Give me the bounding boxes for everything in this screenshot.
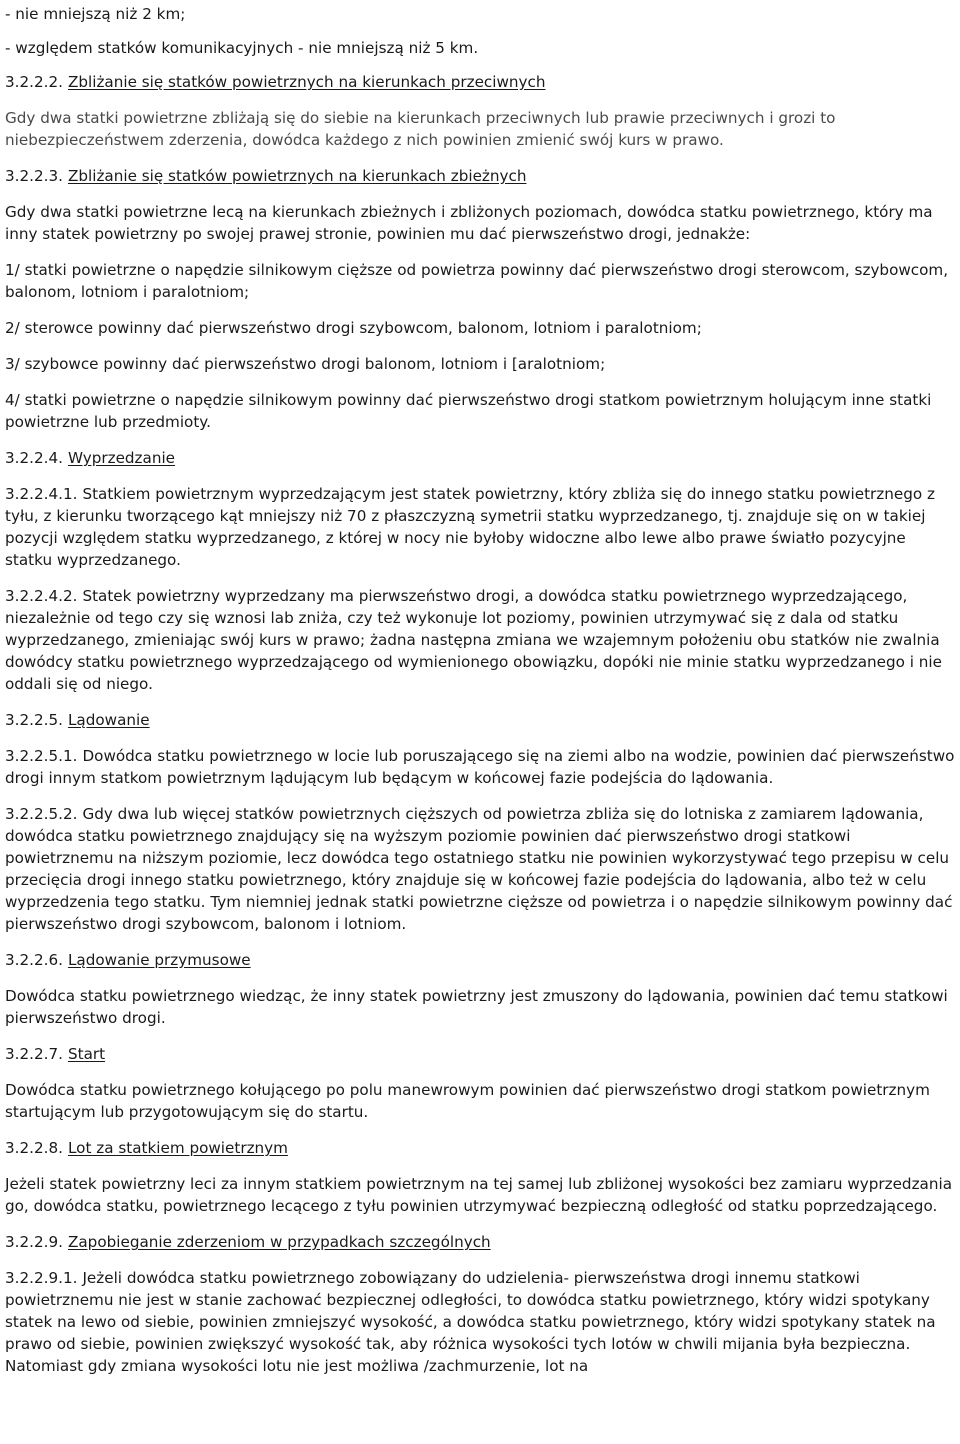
section-title: Lądowanie przymusowe (67, 951, 251, 969)
section-number: 3.2.2.4. (5, 449, 63, 467)
paragraph-text: Gdy dwa lub więcej statków powietrznych cięższych od powietrza zbliża się do lotniska z zamiarem lądowania, dowódca statku powietrznego znajdujący się na wyższym poziomie powinien dać pierwszeństwo drogi statkowi powietrznemu na niższym poziomie, lecz dowódca tego ostatniego statku nie powinien wykorzystywać tego przepisu w celu przecięcia drogi innego statku powietrznego, który znajduje się w końcowej fazie podejścia do lądowania, albo też w celu wyprzedzenia tego statku. Tym niemniej jednak statki powietrzne cięższe od powietrza i o napędzie silnikowym powinny dać pierwszeństwo drogi szybowcom, balonom i lotniom. (5, 805, 953, 933)
section-number: 3.2.2.8. (5, 1139, 63, 1157)
list-item (5, 37, 955, 59)
paragraph-text: - nie mniejszą niż 2 km; (5, 5, 186, 23)
section-heading (5, 949, 955, 971)
section-heading (5, 447, 955, 469)
paragraph (5, 483, 955, 571)
section-number: 3.2.2.5. (5, 711, 63, 729)
section-heading (5, 1137, 955, 1159)
paragraph-text: Gdy dwa statki powietrzne zbliżają się do siebie na kierunkach przeciwnych lub prawie przeciwnych i grozi to niebezpieczeństwem zderzenia, dowódca każdego z nich powinien zmienić swój kurs w prawo. (5, 109, 836, 149)
section-title: Lot za statkiem powietrznym (67, 1139, 288, 1157)
section-title: Wyprzedzanie (67, 449, 176, 467)
section-heading (5, 165, 955, 187)
paragraph-text: Gdy dwa statki powietrzne lecą na kierunkach zbieżnych i zbliżonych poziomach, dowódca statku powietrznego, który ma inny statek powietrzny po swojej prawej stronie, powinien mu dać pierwszeństwo drogi, jednakże: (5, 203, 933, 243)
paragraph (5, 985, 955, 1029)
section-title: Zbliżanie się statków powietrznych na kierunkach zbieżnych (67, 167, 527, 185)
section-number: 3.2.2.2. (5, 73, 63, 91)
section-number: 3.2.2.4.2. (5, 587, 78, 605)
paragraph-text: - względem statków komunikacyjnych - nie mniejszą niż 5 km. (5, 39, 479, 57)
paragraph (5, 1267, 955, 1377)
section-heading (5, 1231, 955, 1253)
paragraph-text: Dowódca statku powietrznego kołującego po polu manewrowym powinien dać pierwszeństwo drogi statkom powietrznym startującym lub przygotowującym się do startu. (5, 1081, 930, 1121)
section-number: 3.2.2.3. (5, 167, 63, 185)
paragraph-text: 1/ statki powietrzne o napędzie silnikowym cięższe od powietrza powinny dać pierwszeństwo drogi sterowcom, szybowcom, balonom, lotniom i paralotniom; (5, 261, 949, 301)
section-number: 3.2.2.5.2. (5, 805, 78, 823)
paragraph (5, 585, 955, 695)
paragraph-text: 2/ sterowce powinny dać pierwszeństwo drogi szybowcom, balonom, lotniom i paralotniom; (5, 319, 702, 337)
paragraph-text: Dowódca statku powietrznego w locie lub poruszającego się na ziemi albo na wodzie, powinien dać pierwszeństwo drogi innym statkom powietrznym lądującym lub będącym w końcowej fazie podejścia do lądowania. (5, 747, 955, 787)
list-item (5, 3, 955, 25)
section-number: 3.2.2.9. (5, 1233, 63, 1251)
paragraph-text: Jeżeli statek powietrzny leci za innym statkiem powietrznym na tej samej lub zbliżonej wysokości bez zamiaru wyprzedzania go, dowódca statku, powietrznego lecącego z tyłu powinien utrzymywać bezpieczną odległość od statku poprzedzającego. (5, 1175, 953, 1215)
paragraph-text: Jeżeli dowódca statku powietrznego zobowiązany do udzielenia- pierwszeństwa drogi innemu statkowi powietrznemu nie jest w stanie zachować bezpiecznej odległości, to dowódca statku powietrznego, który widzi spotykany statek na lewo od siebie, powinien zmniejszyć wysokość, a dowódca statku powietrznego, który widzi spotykany statek na prawo od siebie, powinien zwiększyć wysokość tak, aby różnica wysokości tych lotów w chwili mijania była bezpieczna. Natomiast gdy zmiana wysokości lotu nie jest możliwa /zachmurzenie, lot na (5, 1269, 936, 1375)
paragraph (5, 745, 955, 789)
paragraph (5, 107, 955, 151)
paragraph-text: 4/ statki powietrzne o napędzie silnikowym powinny dać pierwszeństwo drogi statkom powietrznym holującym inne statki powietrzne lub przedmioty. (5, 391, 932, 431)
document-page (5, 3, 955, 1391)
section-heading (5, 71, 955, 93)
section-title: Zbliżanie się statków powietrznych na kierunkach przeciwnych (67, 73, 546, 91)
section-number: 3.2.2.4.1. (5, 485, 78, 503)
list-item (5, 259, 955, 303)
section-number: 3.2.2.7. (5, 1045, 63, 1063)
section-number: 3.2.2.6. (5, 951, 63, 969)
section-number: 3.2.2.5.1. (5, 747, 78, 765)
paragraph-text: 3/ szybowce powinny dać pierwszeństwo drogi balonom, lotniom i [aralotniom; (5, 355, 606, 373)
paragraph-text: Statek powietrzny wyprzedzany ma pierwszeństwo drogi, a dowódca statku powietrznego wyprzedzającego, niezależnie od tego czy się wznosi lab zniża, czy też wykonuje lot poziomy, powinien utrzymywać się z dala od statku wyprzedzanego, zmieniając swój kurs w prawo; żadna następna zmiana we wzajemnym położeniu obu statków nie zwalnia dowódcy statku powietrznego wyprzedzającego od wymienionego obowiązku, dopóki nie minie statku wyprzedzanego i nie oddali się od niego. (5, 587, 942, 693)
section-number: 3.2.2.9.1. (5, 1269, 78, 1287)
section-heading (5, 1043, 955, 1065)
paragraph-text: Dowódca statku powietrznego wiedząc, że inny statek powietrzny jest zmuszony do lądowania, powinien dać temu statkowi pierwszeństwo drogi. (5, 987, 948, 1027)
list-item (5, 353, 955, 375)
paragraph (5, 803, 955, 935)
section-title: Zapobieganie zderzeniom w przypadkach szczególnych (67, 1233, 491, 1251)
list-item (5, 389, 955, 433)
list-item (5, 317, 955, 339)
section-heading (5, 709, 955, 731)
paragraph (5, 1173, 955, 1217)
section-title: Start (67, 1045, 106, 1063)
section-title: Lądowanie (67, 711, 150, 729)
paragraph (5, 201, 955, 245)
paragraph (5, 1079, 955, 1123)
paragraph-text: Statkiem powietrznym wyprzedzającym jest statek powietrzny, który zbliża się do innego statku powietrznego z tyłu, z kierunku tworzącego kąt mniejszy niż 70 z płaszczyzną symetrii statku wyprzedzanego, tj. znajduje się on w takiej pozycji względem statku wyprzedzanego, z której w nocy nie byłoby widoczne albo lewe albo prawe światło pozycyjne statku wyprzedzanego. (5, 485, 935, 569)
